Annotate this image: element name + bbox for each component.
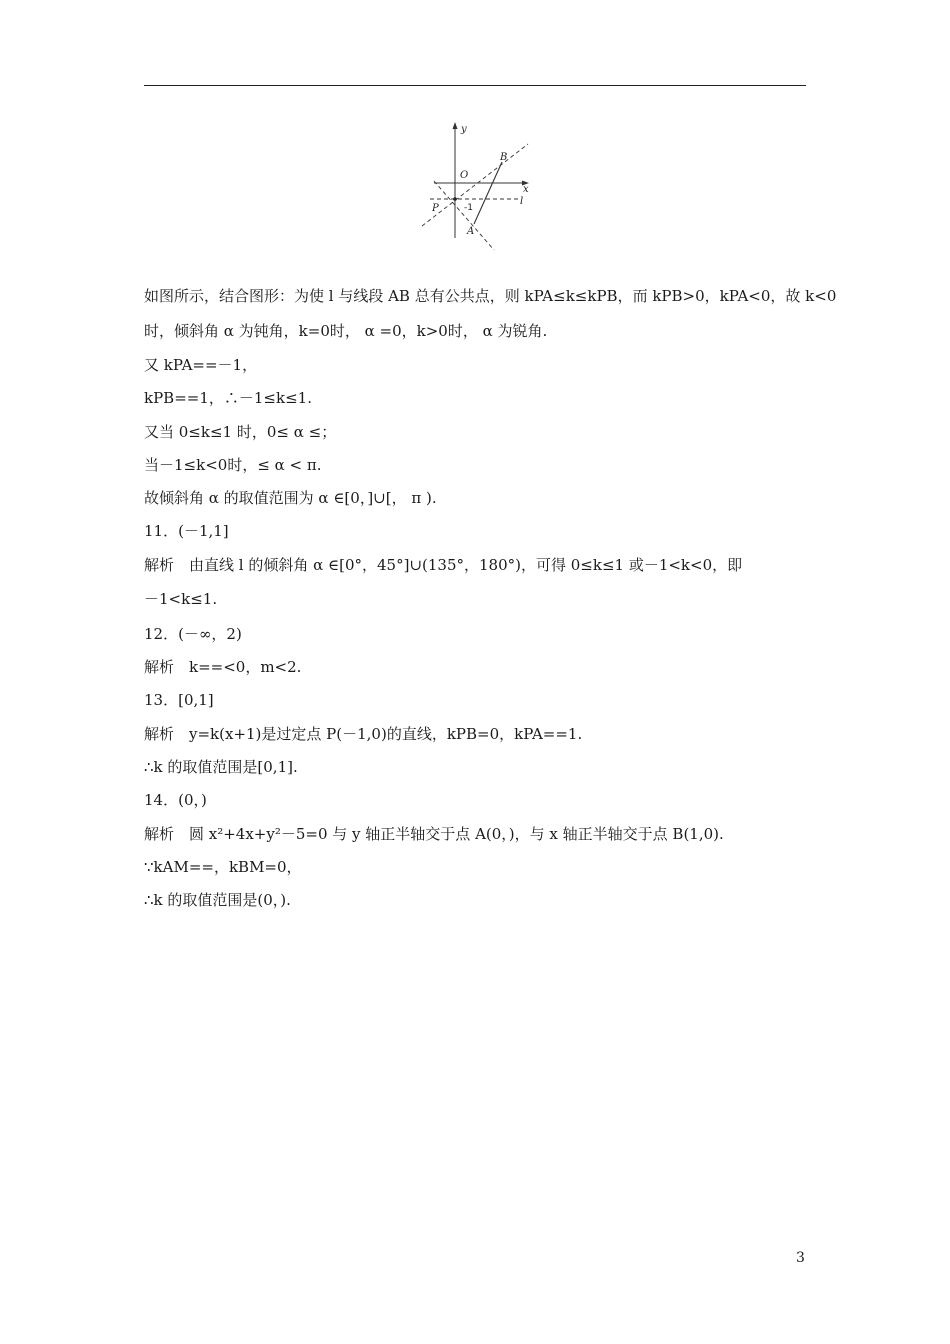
text-line: 如图所示，结合图形：为使 l 与线段 AB 总有公共点，则 kPA≤k≤kPB，而 kPB>0，kPA<0，故 k<0 bbox=[144, 287, 837, 305]
line-PA bbox=[434, 181, 494, 250]
text-line: ∴k 的取值范围是(0，). bbox=[144, 891, 291, 910]
text-line: 解析 圆 x²+4x+y²－5=0 与 y 轴正半轴交于点 A(0，)，与 x 轴正半轴交于点 B(1,0). bbox=[144, 824, 724, 843]
text-line: 解析 y=k(x+1)是过定点 P(－1,0)的直线，kPB=0，kPA==1. bbox=[144, 724, 583, 743]
label-x: x bbox=[523, 184, 529, 195]
label-P: P bbox=[432, 203, 439, 214]
answer-heading: 11．(－1,1] bbox=[144, 522, 229, 541]
text-line: kPB==1，∴－1≤k≤1. bbox=[144, 389, 312, 408]
text-line: 又 kPA==－1， bbox=[144, 356, 258, 374]
y-axis-arrow bbox=[453, 122, 458, 129]
label-A: A bbox=[467, 226, 475, 237]
point-P bbox=[453, 197, 457, 201]
text-line: 解析 k==<0，m<2. bbox=[144, 658, 302, 677]
label-O: O bbox=[460, 170, 469, 181]
solution-text bbox=[144, 280, 837, 917]
label-y: y bbox=[461, 124, 467, 135]
coordinate-figure bbox=[410, 118, 540, 258]
label-l: l bbox=[520, 196, 524, 207]
page-number: 3 bbox=[796, 1250, 805, 1266]
text-line: 故倾斜角 α 的取值范围为 α ∈[0，]∪[， π ). bbox=[144, 489, 437, 508]
text-line: 当－1≤k<0时，≤ α < π. bbox=[144, 455, 322, 474]
label-B: B bbox=[500, 152, 508, 163]
text-line: －1<k≤1. bbox=[144, 590, 218, 609]
text-line: 时，倾斜角 α 为钝角，k=0时， α =0，k>0时， α 为锐角. bbox=[144, 321, 548, 340]
answer-heading: 13．[0,1] bbox=[144, 691, 214, 710]
text-line: ∵kAM==，kBM=0， bbox=[144, 857, 302, 876]
answer-heading: 12．(－∞，2) bbox=[144, 624, 242, 643]
answer-heading: 14．(0，) bbox=[144, 791, 207, 810]
text-line: ∴k 的取值范围是[0,1]. bbox=[144, 757, 298, 776]
header-rule bbox=[144, 85, 806, 86]
label-neg1: -1 bbox=[464, 203, 473, 213]
text-line: 解析 由直线 l 的倾斜角 α ∈[0°，45°]∪(135°，180°)，可得 0≤k≤1 或－1<k<0，即 bbox=[144, 555, 743, 574]
text-line: 又当 0≤k≤1 时，0≤ α ≤； bbox=[144, 422, 337, 441]
segment-AB bbox=[474, 162, 502, 224]
